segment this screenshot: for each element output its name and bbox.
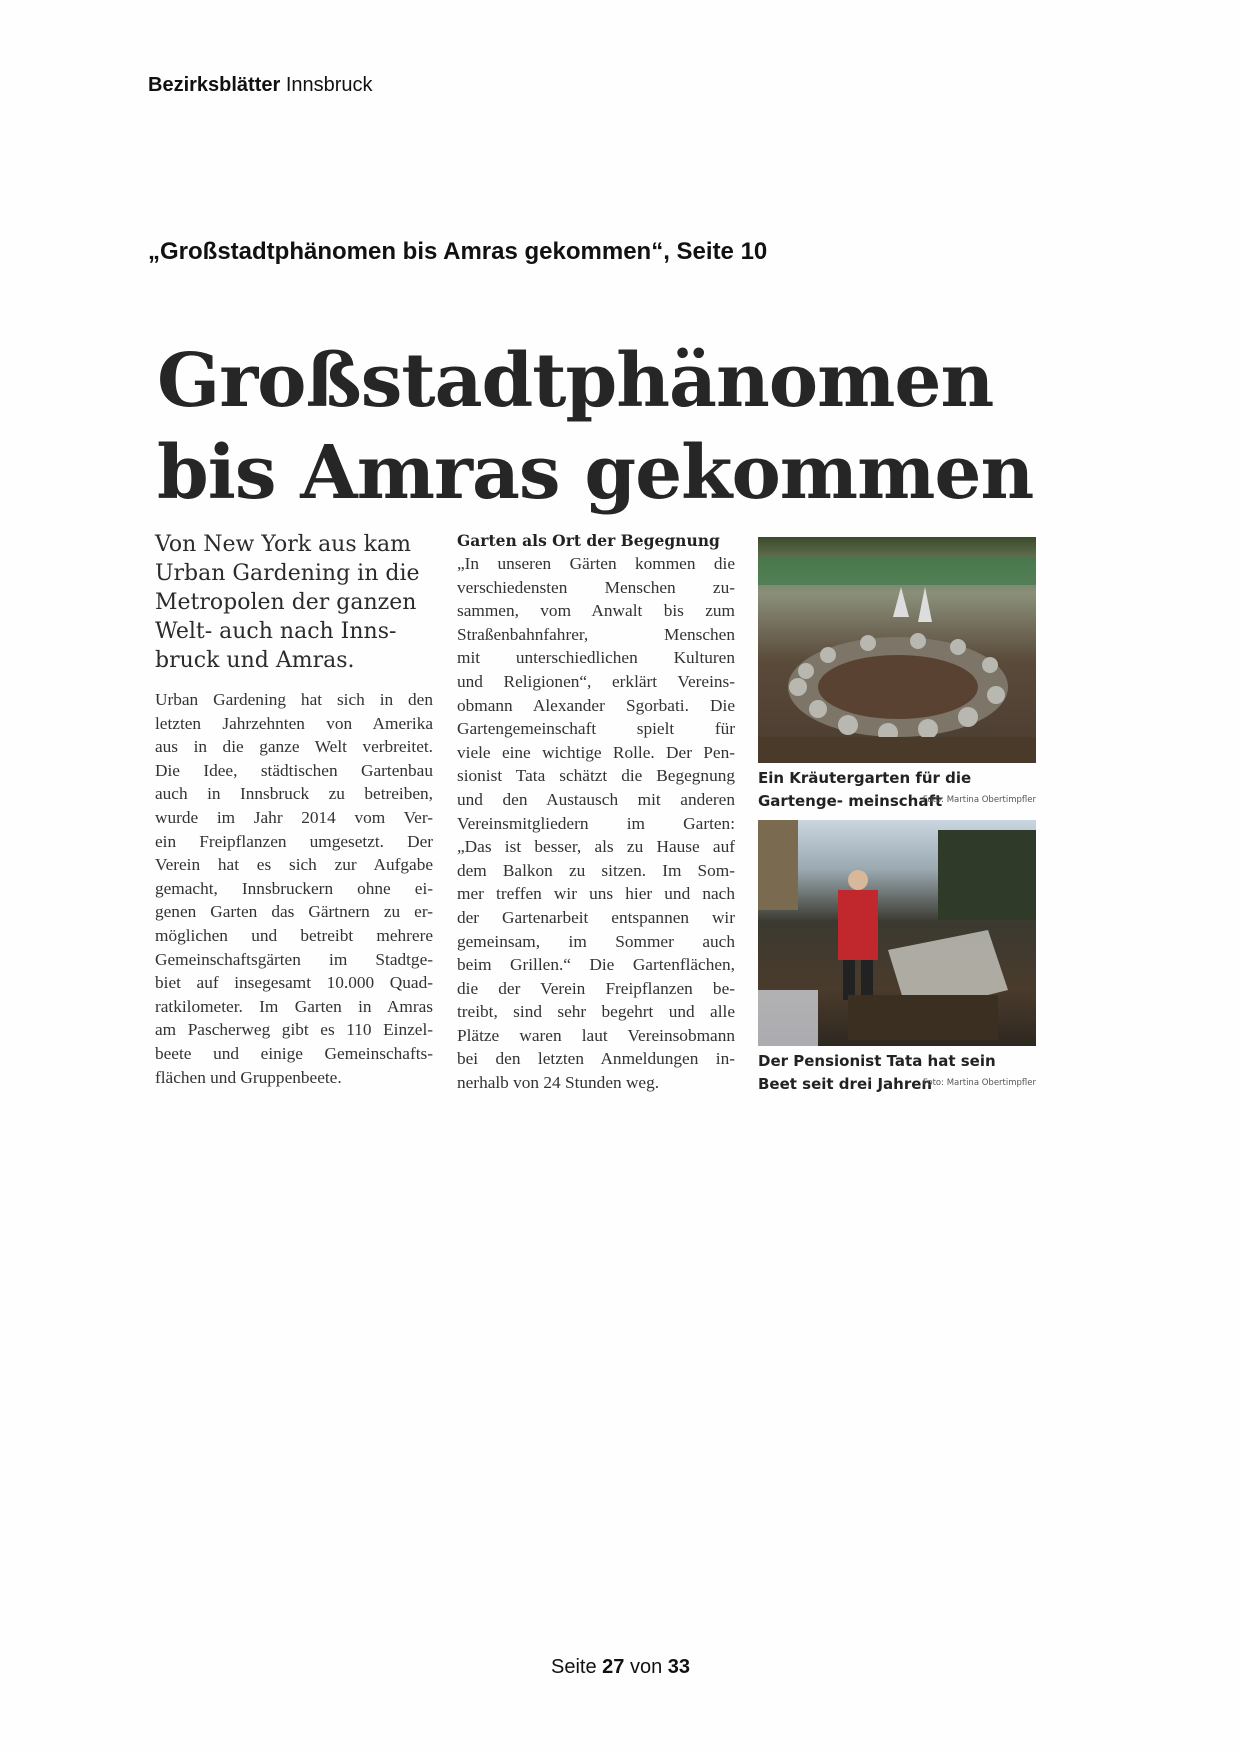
header	[148, 74, 373, 97]
body-line: Plätze waren laut Vereinsobmann	[457, 1025, 735, 1045]
body-line: Vereinsmitgliedern im Garten:	[457, 813, 735, 833]
body-line: sionist Tata schätzt die Begegnung	[457, 766, 735, 786]
article-column-2	[457, 530, 735, 1095]
article-column-1	[155, 530, 433, 1089]
body-line: wurde im Jahr 2014 vom Ver-	[155, 807, 433, 827]
photo-credit: Foto: Martina Obertimpfler	[922, 795, 1036, 805]
body-line: biet auf insegesamt 10.000 Quad-	[155, 973, 433, 993]
page-label: Seite	[550, 1656, 597, 1678]
article-subhead: Garten als Ort der Begegnung	[457, 531, 720, 550]
pensioner-image	[758, 820, 1036, 1046]
body-line: beete und einige Gemeinschafts-	[155, 1043, 433, 1063]
body-line: Gemeinschaftsgärten im Stadtge-	[155, 949, 433, 969]
body-line: am Pascherweg gibt es 110 Einzel-	[155, 1020, 433, 1040]
body-line: Verein hat es sich zur Aufgabe	[155, 855, 433, 875]
body-line: treibt, sind sehr begehrt und alle	[457, 1002, 735, 1022]
photo-caption-2	[758, 1050, 1036, 1096]
deck-line: Urban Gardening in die	[155, 561, 420, 586]
herb-garden-image	[758, 537, 1036, 763]
headline-line: bis Amras gekommen	[157, 430, 1034, 516]
body-line: gemacht, Innsbruckern ohne ei-	[155, 878, 433, 898]
page-number	[0, 1656, 1241, 1679]
total-pages: 33	[667, 1656, 691, 1678]
body-line: gemeinsam, im Sommer auch	[457, 931, 735, 951]
photo-caption-1	[758, 767, 1036, 813]
body-line: „In unseren Gärten kommen die	[457, 554, 735, 573]
body-line: mit unterschiedlichen Kulturen	[457, 648, 735, 668]
body-line: letzten Jahrzehnten von Amerika	[155, 713, 433, 733]
deck-line: bruck und Amras.	[155, 648, 355, 673]
body-line: viele eine wichtige Rolle. Der Pen-	[457, 742, 735, 762]
article-body-2	[457, 552, 735, 1095]
deck-line: Metropolen der ganzen	[155, 590, 417, 615]
body-line: nerhalb von 24 Stunden weg.	[457, 1073, 660, 1093]
brand-name: Bezirksblätter	[148, 74, 281, 96]
caption-text: Der Pensionist Tata hat sein Beet seit drei Jahren	[758, 1052, 996, 1093]
body-line: mer treffen wir uns hier und nach	[457, 884, 735, 904]
headline-line: Großstadtphänomen	[157, 338, 994, 424]
article-headline	[157, 335, 1033, 519]
body-line: Gartengemeinschaft spielt für	[457, 719, 735, 739]
body-line: ratkilometer. Im Garten in Amras	[155, 996, 433, 1016]
body-line: obmann Alexander Sgorbati. Die	[457, 695, 735, 715]
body-line: sammen, vom Anwalt bis zum	[457, 601, 735, 621]
body-line: und den Austausch mit anderen	[457, 789, 735, 809]
body-line: beim Grillen.“ Die Gartenflächen,	[457, 955, 735, 975]
body-line: verschiedensten Menschen zu-	[457, 577, 735, 597]
deck-line: Von New York aus kam	[155, 532, 411, 557]
current-page: 27	[602, 1656, 625, 1678]
body-line: Die Idee, städtischen Gartenbau	[155, 760, 433, 780]
body-line: bei den letzten Anmeldungen in-	[457, 1049, 735, 1069]
clipping-title: „Großstadtphänomen bis Amras gekommen“, Seite 10	[148, 238, 768, 265]
body-line: Straßenbahnfahrer, Menschen	[457, 624, 735, 644]
body-line: dem Balkon zu sitzen. Im Som-	[457, 860, 735, 880]
photo-credit: Foto: Martina Obertimpfler	[922, 1078, 1036, 1088]
page-of: von	[629, 1656, 663, 1678]
body-line: Urban Gardening hat sich in den	[155, 690, 433, 709]
body-line: genen Garten das Gärtnern zu er-	[155, 902, 433, 922]
brand-region: Innsbruck	[285, 74, 373, 96]
deck-line: Welt- auch nach Inns-	[155, 619, 397, 644]
body-line: ein Freipflanzen umgesetzt. Der	[155, 831, 433, 851]
body-line: auch in Innsbruck zu betreiben,	[155, 784, 433, 804]
article-deck	[155, 530, 433, 675]
body-line: aus in die ganze Welt verbreitet.	[155, 737, 433, 757]
body-line: „Das ist besser, als zu Hause auf	[457, 837, 735, 857]
body-line: und Religionen“, erklärt Vereins-	[457, 671, 735, 691]
photo-herb-garden	[758, 537, 1036, 763]
body-line: die der Verein Freipflanzen be-	[457, 978, 735, 998]
body-line: der Gartenarbeit entspannen wir	[457, 907, 735, 927]
body-line: flächen und Gruppenbeete.	[155, 1067, 342, 1087]
body-line: möglichen und betreibt mehrere	[155, 925, 433, 945]
article-body-1	[155, 688, 433, 1089]
photo-pensioner	[758, 820, 1036, 1046]
caption-text: Ein Kräutergarten für die Gartenge- meinschaft	[758, 769, 972, 810]
